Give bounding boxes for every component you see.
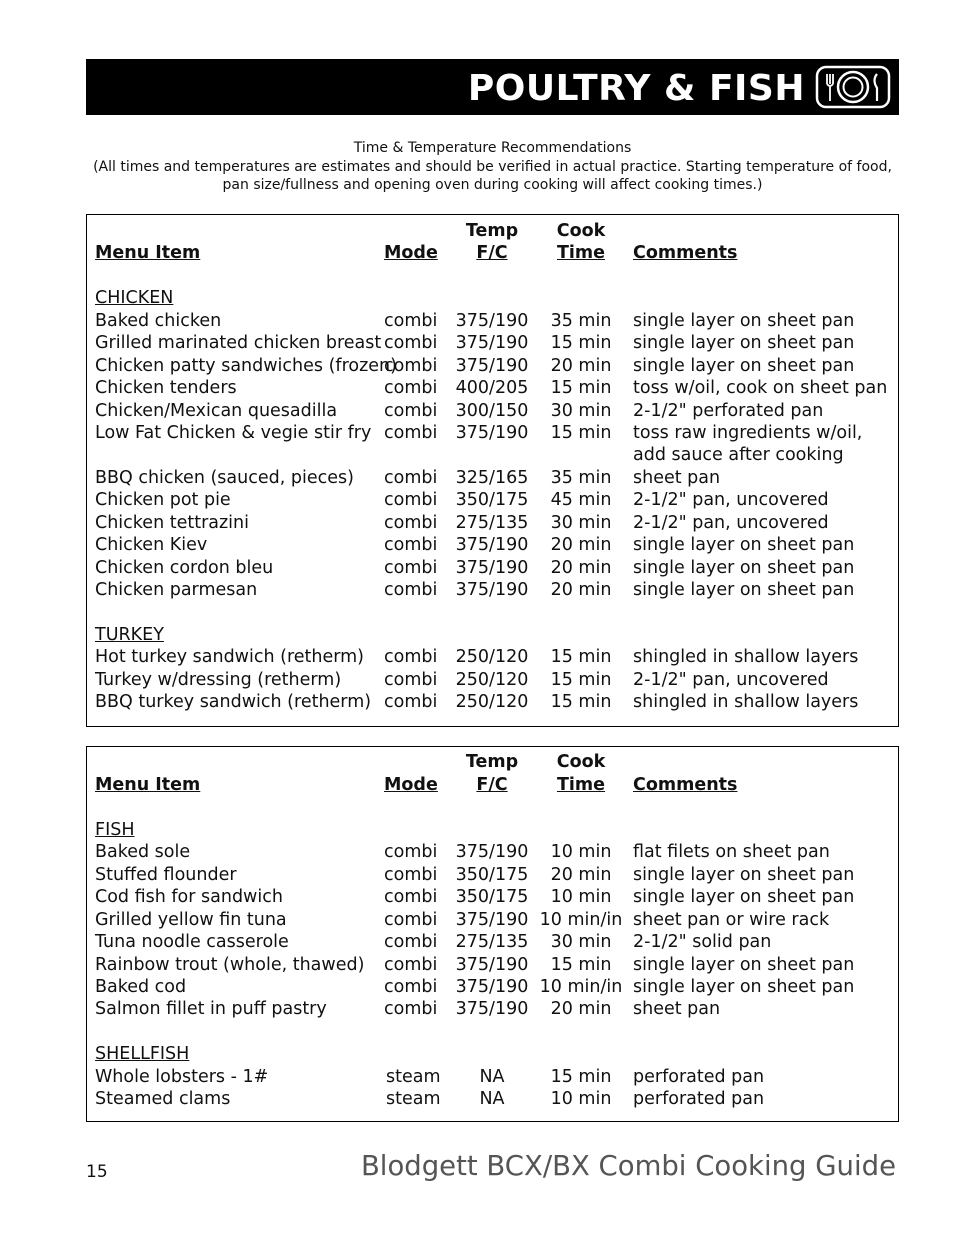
menu-item: Salmon fillet in puff pastry bbox=[95, 999, 327, 1019]
temp: 275/135 bbox=[455, 932, 529, 952]
cook-time: 15 min bbox=[550, 423, 612, 443]
temp: 375/190 bbox=[455, 356, 529, 376]
temp: 375/190 bbox=[455, 311, 529, 331]
guide-title: Blodgett BCX/BX Combi Cooking Guide bbox=[360, 1150, 896, 1182]
cook-time: 15 min bbox=[550, 955, 612, 975]
mode: combi bbox=[384, 955, 438, 975]
cook-time: 10 min/in bbox=[539, 977, 623, 997]
menu-item: Chicken parmesan bbox=[95, 580, 258, 600]
comment: single layer on sheet pan bbox=[633, 955, 855, 975]
mode: combi bbox=[384, 977, 438, 997]
comment: shingled in shallow layers bbox=[633, 647, 859, 667]
comment: sheet pan or wire rack bbox=[633, 910, 830, 930]
category-label: TURKEY bbox=[95, 625, 164, 645]
mode: combi bbox=[384, 580, 438, 600]
menu-item: Chicken patty sandwiches (frozen) bbox=[95, 356, 397, 376]
plate-fork-knife-icon bbox=[815, 65, 891, 109]
temp: 350/175 bbox=[455, 887, 529, 907]
menu-item: Cod fish for sandwich bbox=[95, 887, 283, 907]
menu-item: Baked cod bbox=[95, 977, 187, 997]
menu-item: Hot turkey sandwich (retherm) bbox=[95, 647, 365, 667]
temp: 275/135 bbox=[455, 513, 529, 533]
temp: 250/120 bbox=[455, 670, 529, 690]
comment: single layer on sheet pan bbox=[633, 865, 855, 885]
mode: combi bbox=[384, 692, 438, 712]
section-title: POULTRY & FISH bbox=[467, 68, 805, 109]
cook-time: 15 min bbox=[550, 647, 612, 667]
mode: combi bbox=[384, 513, 438, 533]
intro-note-line-2: pan size/fullness and opening oven during cooking will affect cooking times.) bbox=[222, 177, 763, 193]
menu-item: Grilled yellow fin tuna bbox=[95, 910, 287, 930]
cook-time: 45 min bbox=[550, 490, 612, 510]
temp: 375/190 bbox=[455, 910, 529, 930]
cook-time: 30 min bbox=[550, 401, 612, 421]
mode: combi bbox=[384, 423, 438, 443]
temp: 375/190 bbox=[455, 999, 529, 1019]
comment: flat filets on sheet pan bbox=[633, 842, 830, 862]
poultry-table bbox=[86, 214, 899, 727]
menu-item: Baked sole bbox=[95, 842, 191, 862]
cook-time: 10 min/in bbox=[539, 910, 623, 930]
temp: 400/205 bbox=[455, 378, 529, 398]
temp: 250/120 bbox=[455, 692, 529, 712]
temp: 375/190 bbox=[455, 333, 529, 353]
mode: combi bbox=[384, 311, 438, 331]
cook-time: 15 min bbox=[550, 692, 612, 712]
menu-item: Tuna noodle casserole bbox=[95, 932, 289, 952]
cook-time: 20 min bbox=[550, 999, 612, 1019]
temp: 300/150 bbox=[455, 401, 529, 421]
comment: sheet pan bbox=[633, 468, 721, 488]
page-number: 15 bbox=[86, 1162, 108, 1182]
comment: 2-1/2" pan, uncovered bbox=[633, 490, 829, 510]
menu-item: Chicken cordon bleu bbox=[95, 558, 274, 578]
temp: NA bbox=[479, 1089, 505, 1109]
cook-time: 35 min bbox=[550, 311, 612, 331]
mode: combi bbox=[384, 401, 438, 421]
menu-item: BBQ chicken (sauced, pieces) bbox=[95, 468, 354, 488]
intro-text bbox=[86, 139, 899, 195]
comment: 2-1/2" solid pan bbox=[633, 932, 772, 952]
temp: 375/190 bbox=[455, 977, 529, 997]
cook-time: 20 min bbox=[550, 865, 612, 885]
fish-table bbox=[86, 746, 899, 1122]
time-header-top: Cook bbox=[556, 752, 606, 772]
time-header-bottom: Time bbox=[556, 775, 606, 795]
cook-time: 30 min bbox=[550, 932, 612, 952]
menu-item: Low Fat Chicken & vegie stir fry bbox=[95, 423, 372, 443]
comments-header: Comments bbox=[633, 243, 738, 263]
temp: 375/190 bbox=[455, 423, 529, 443]
menu-item: Stuffed flounder bbox=[95, 865, 237, 885]
temp: 375/190 bbox=[455, 842, 529, 862]
temp-header-top: Temp bbox=[465, 752, 519, 772]
cook-time: 20 min bbox=[550, 535, 612, 555]
mode: combi bbox=[384, 887, 438, 907]
temp-header-unit: F/C bbox=[476, 243, 508, 263]
mode: combi bbox=[384, 910, 438, 930]
cook-time: 20 min bbox=[550, 558, 612, 578]
temp: 375/190 bbox=[455, 955, 529, 975]
cook-time: 15 min bbox=[550, 333, 612, 353]
comment: perforated pan bbox=[633, 1089, 765, 1109]
mode: combi bbox=[384, 932, 438, 952]
menu-item: Chicken tettrazini bbox=[95, 513, 249, 533]
category-label: FISH bbox=[95, 820, 135, 840]
cook-time: 20 min bbox=[550, 580, 612, 600]
category-label: CHICKEN bbox=[95, 288, 174, 308]
comment: 2-1/2" perforated pan bbox=[633, 401, 824, 421]
menu-item: Chicken tenders bbox=[95, 378, 237, 398]
temp-header-unit: F/C bbox=[476, 775, 508, 795]
menu-item: BBQ turkey sandwich (retherm) bbox=[95, 692, 372, 712]
mode: combi bbox=[384, 558, 438, 578]
comment: single layer on sheet pan bbox=[633, 535, 855, 555]
mode: steam bbox=[386, 1089, 441, 1109]
mode: combi bbox=[384, 378, 438, 398]
menu-item: Rainbow trout (whole, thawed) bbox=[95, 955, 365, 975]
menu-item-header: Menu Item bbox=[95, 243, 201, 263]
intro-note-line-1: (All times and temperatures are estimates and should be verified in actual practice. Starting temperature of food, bbox=[93, 158, 892, 175]
comment: single layer on sheet pan bbox=[633, 558, 855, 578]
cook-time: 30 min bbox=[550, 513, 612, 533]
menu-item: Chicken/Mexican quesadilla bbox=[95, 401, 338, 421]
mode: combi bbox=[384, 647, 438, 667]
menu-item-header: Menu Item bbox=[95, 775, 201, 795]
comment: shingled in shallow layers bbox=[633, 692, 859, 712]
menu-item: Chicken Kiev bbox=[95, 535, 208, 555]
cook-time: 10 min bbox=[550, 842, 612, 862]
intro-heading: Time & Temperature Recommendations bbox=[353, 140, 632, 156]
cook-time: 10 min bbox=[550, 887, 612, 907]
mode: combi bbox=[384, 356, 438, 376]
temp-header-top: Temp bbox=[465, 221, 519, 241]
comment: perforated pan bbox=[633, 1067, 765, 1087]
temp: 250/120 bbox=[455, 647, 529, 667]
mode: combi bbox=[384, 535, 438, 555]
cook-time: 10 min bbox=[550, 1089, 612, 1109]
temp: 350/175 bbox=[455, 865, 529, 885]
mode: combi bbox=[384, 490, 438, 510]
temp: NA bbox=[479, 1067, 505, 1087]
comment: single layer on sheet pan bbox=[633, 977, 855, 997]
temp: 375/190 bbox=[455, 535, 529, 555]
category-label: SHELLFISH bbox=[95, 1044, 190, 1064]
cook-time: 20 min bbox=[550, 356, 612, 376]
comment: toss w/oil, cook on sheet pan bbox=[633, 378, 888, 398]
comment: single layer on sheet pan bbox=[633, 580, 855, 600]
mode-header: Mode bbox=[384, 775, 438, 795]
mode-header: Mode bbox=[384, 243, 438, 263]
menu-item: Chicken pot pie bbox=[95, 490, 231, 510]
comment: single layer on sheet pan bbox=[633, 333, 855, 353]
mode: combi bbox=[384, 670, 438, 690]
temp: 375/190 bbox=[455, 558, 529, 578]
cook-time: 15 min bbox=[550, 1067, 612, 1087]
comment: single layer on sheet pan bbox=[633, 356, 855, 376]
section-banner bbox=[86, 59, 899, 115]
comment: add sauce after cooking bbox=[633, 445, 844, 465]
temp: 325/165 bbox=[455, 468, 529, 488]
cook-time: 35 min bbox=[550, 468, 612, 488]
cook-time: 15 min bbox=[550, 378, 612, 398]
mode: combi bbox=[384, 999, 438, 1019]
menu-item: Baked chicken bbox=[95, 311, 222, 331]
temp: 350/175 bbox=[455, 490, 529, 510]
comments-header: Comments bbox=[633, 775, 738, 795]
mode: combi bbox=[384, 468, 438, 488]
cook-time: 15 min bbox=[550, 670, 612, 690]
time-header-bottom: Time bbox=[556, 243, 606, 263]
menu-item: Turkey w/dressing (retherm) bbox=[95, 670, 342, 690]
comment: sheet pan bbox=[633, 999, 721, 1019]
menu-item: Grilled marinated chicken breast bbox=[95, 333, 382, 353]
menu-item: Whole lobsters - 1# bbox=[95, 1067, 269, 1087]
temp: 375/190 bbox=[455, 580, 529, 600]
mode: combi bbox=[384, 865, 438, 885]
comment: single layer on sheet pan bbox=[633, 887, 855, 907]
comment: single layer on sheet pan bbox=[633, 311, 855, 331]
menu-item: Steamed clams bbox=[95, 1089, 231, 1109]
mode: combi bbox=[384, 842, 438, 862]
mode: combi bbox=[384, 333, 438, 353]
comment: 2-1/2" pan, uncovered bbox=[633, 513, 829, 533]
comment: 2-1/2" pan, uncovered bbox=[633, 670, 829, 690]
comment: toss raw ingredients w/oil, bbox=[633, 423, 863, 443]
mode: steam bbox=[386, 1067, 441, 1087]
time-header-top: Cook bbox=[556, 221, 606, 241]
